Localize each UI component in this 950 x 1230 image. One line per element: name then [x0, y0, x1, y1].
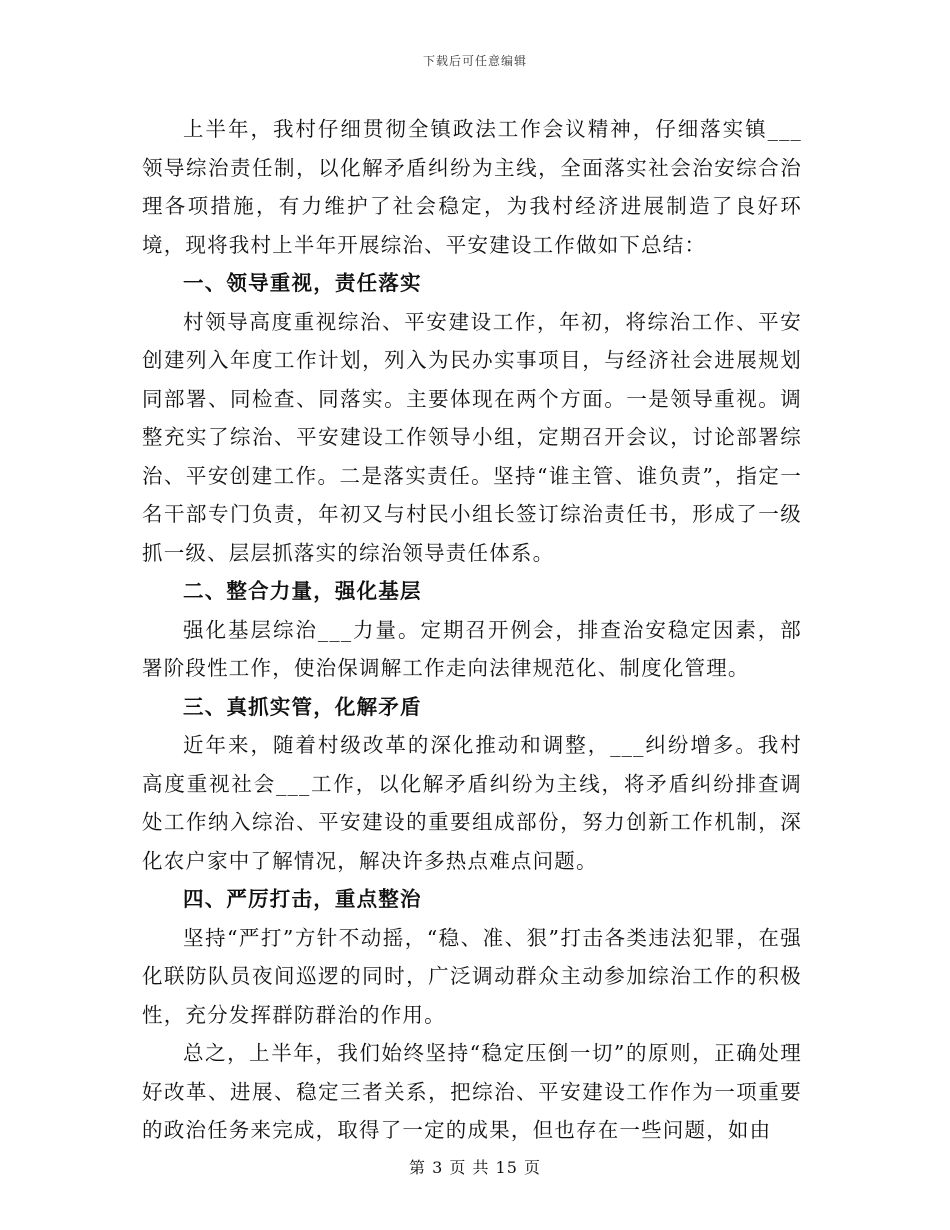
section-paragraph-4: 坚持“严打”方针不动摇，“稳、准、狠”打击各类违法犯罪，在强化联防队员夜间巡逻的同时，广泛调动群众主动参加综治工作的积极性，充分发挥群防群治的作用。: [142, 925, 802, 1027]
section-heading-2: 二、整合力量，强化基层: [183, 579, 422, 603]
intro-paragraph: 上半年，我村仔细贯彻全镇政法工作会议精神，仔细落实镇___领导综治责任制，以化解矛盾纠纷为主线，全面落实社会治安综合治理各项措施，有力维护了社会稳定，为我村经济进展制造了良好环境，现将我村上半年开展综治、平安建设工作做如下总结：: [142, 117, 802, 257]
section-heading-3: 三、真抓实管，化解矛盾: [183, 694, 422, 719]
conclusion-paragraph: 总之，上半年，我们始终坚持“稳定压倒一切”的原则，正确处理好改革、进展、稳定三者关系，把综治、平安建设工作作为一项重要的政治任务来完成，取得了一定的成果，但也存在一些问题，如由: [142, 1041, 802, 1142]
section-heading-4: 四、严厉打击，重点整治: [183, 887, 422, 911]
section-paragraph-1: 村领导高度重视综治、平安建设工作，年初，将综治工作、平安创建列入年度工作计划，列入为民办实事项目，与经济社会进展规划同部署、同检查、同落实。主要体现在两个方面。一是领导重视。调整充实了综治、平安建设工作领导小组，定期召开会议，讨论部署综治、平安创建工作。二是落实责任。坚持“谁主管、谁负责”，指定一名干部专门负责，年初又与村民小组长签订综治责任书，形成了一级抓一级、层层抓落实的综治领导责任体系。: [142, 309, 802, 565]
section-heading-1: 一、领导重视，责任落实: [183, 271, 422, 295]
section-paragraph-3: 近年来，随着村级改革的深化推动和调整，___纠纷增多。我村高度重视社会___工作，以化解矛盾纠纷为主线，将矛盾纠纷排查调处工作纳入综治、平安建设的重要组成部份，努力创新工作机制，深化农户家中了解情况，解决许多热点难点问题。: [142, 733, 802, 873]
section-paragraph-2: 强化基层综治___力量。定期召开例会，排查治安稳定因素，部署阶段性工作，使治保调解工作走向法律规范化、制度化管理。: [142, 617, 802, 680]
page-footer: 第 3 页 共 15 页: [409, 1158, 541, 1177]
document-body: [142, 110, 802, 1150]
page-header: 下载后可任意编辑: [422, 54, 527, 68]
